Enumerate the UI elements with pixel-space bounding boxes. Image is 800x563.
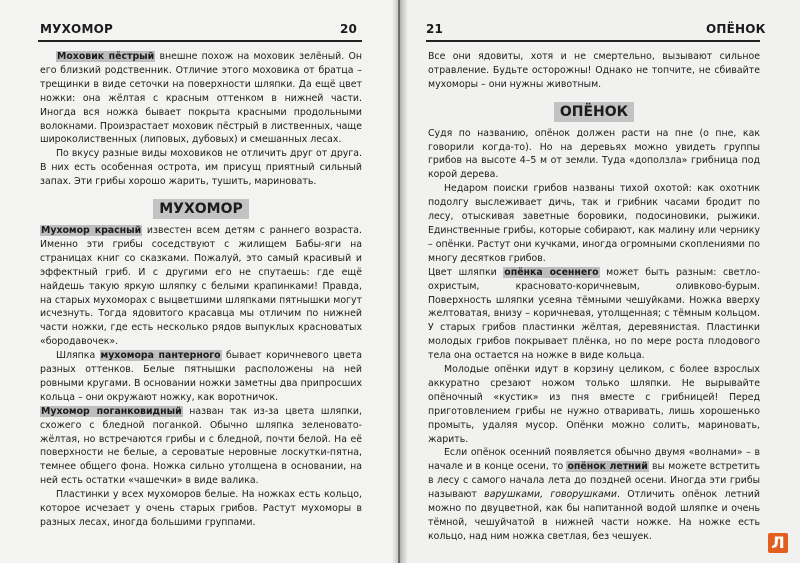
running-title: МУХОМОР [40,22,113,36]
term: Моховик пёстрый [57,51,155,62]
term: опёнка осеннего [504,266,599,278]
paragraph-text: может быть разным: светло-охристым, красновато-коричневым, оливково-бурым. Поверхность шляпки усеяна тёмными чешуйками. Ножка вверху желтоватая, внизу – коричневая, утолщенная; с тёмным кольцом. У старых грибов пластинки жёлтая, деревянистая. Пластинки молодых грибов покрывает плёнка, но по мере роста плодового тела она остается на ножке в виде кольца. [428,266,760,362]
book-spine [392,0,408,563]
section-title [428,103,760,120]
paragraph-text: . Отличить опёнок летний можно по двуцветной, как бы напитанной водой шляпке и очень тёмной, чешуйчатой в нижней части ножке. На ножке есть кольцо, над ним ножка светлая, без чешуек. [428,489,760,542]
paragraph-text: внешне похож на моховик зелёный. Он его близкий родственник. Отличие этого моховика от братца – трещинки в виде сеточки на поверхности шляпки. Да ещё цвет ножки: она жёлтая с красным оттенком в нижней части. Иногда вся ножка бывает покрыта красными продольными волокнами. Произрастает моховик пёстрый в лиственных, чаще широколиственных (липовых, дубовых) и смешанных лесах. [40,51,362,146]
paragraph: По вкусу разные виды моховиков не отличить друг от друга. В них есть особенная острота, им присущ приятный сильный запах. Эти грибы хорошо жарить, тушить, мариновать. [40,148,362,188]
paragraph: Молодые опёнки идут в корзину целиком, с более взрослых аккуратно срезают ножом только шляпки. Не вырывайте опёночный «кустик» из пня вместе с грибницей! Перед приготовлением грибы не нужно отваривать, лишь хорошенько промыть, удаляя мусор. Опёнки можно солить, мариновать, жарить. [428,364,760,445]
paragraph-text: назван так из-за цвета шляпки, схожего с бледной поганкой. Обычно шляпка зеленовато-жёлтая, но встречаются грибы и с бледной, почти белой. На её поверхности не белые, а сероватые неровные лоскутки-пятна, темнее общего фона. Ножка сильно утолщена в основании, на ней есть остатки «чашечки» в виде валика. [40,405,362,487]
paragraph-text: Если опёнок осенний появляется обычно двумя «волнами» – в начале и в конце осени, то [428,447,760,473]
term: Мухомор красный [41,224,142,236]
paragraph [40,349,362,405]
right-page [400,0,800,563]
italic-text: варушками, говорушками [484,489,617,501]
paragraph-text: бывает коричневого цвета разных оттенков. Белые пятнышки расположены на ней ровными кругами. В основании ножки заметны два припросших кольца – они окружают ножку, как воротничок. [40,350,362,403]
header-rule [38,40,362,42]
right-body [428,50,760,544]
paragraph-text: известен всем детям с раннего возраста. Именно эти грибы соседствуют с жилищем Бабы-яги на страницах книг со сказками. Пожалуй, это самый красивый и эффектный гриб. И с другими его не спутаешь: где ещё найдешь такую яркую шляпку с белыми крапинками! Правда, на старых мухоморах с выцветшими шляпками пятнышки могут исчезнуть. Тогда ядовитого красавца мы отличим по нижней части ножки, где есть несколько рядов выпуклых красноватых «бородавочек». [40,224,362,348]
paragraph [428,266,760,363]
paragraph-text: Шляпка [56,350,100,362]
paragraph [40,224,362,349]
paragraph: Недаром поиски грибов названы тихой охотой: как охотник подолгу выслеживает дичь, так и грибник часами бродит по лесу, отыскивая заветные боровики, подосиновики, рыжики. Единственные грибы, которые собирают, как малину или чернику – опёнки. Растут они кучками, иногда огромными скоплениями по многу десятков грибов. [428,183,760,264]
term: Мухомор поганковидный [41,405,182,417]
header-rule [426,40,760,42]
paragraph [40,50,362,147]
running-title: ОПЁНОК [706,22,766,36]
paragraph-text: Цвет шляпки [428,266,504,278]
section-title-text: ОПЁНОК [554,102,634,122]
paragraph [40,405,362,488]
section-title-text: МУХОМОР [153,199,249,219]
paragraph [428,446,760,543]
left-page [0,0,398,563]
section-title [40,203,362,217]
paragraph: Пластинки у всех мухоморов белые. На ножках есть кольцо, которое исчезает у очень старых грибов. Растут мухоморы в разных лесах, иногда большими группами. [40,489,362,528]
paragraph-text: вы можете встретить в лесу с самого начала лета до поздней осени. Иногда эти грибы называют [428,461,760,501]
page-number: 20 [340,22,358,36]
page-number: 21 [426,22,444,36]
left-body [40,50,362,530]
term: мухомора пантерного [100,350,221,362]
term: опёнок летний [567,461,648,473]
paragraph: Все они ядовиты, хотя и не смертельно, вызывают сильное отравление. Будьте осторожны! Однако не топчите, не сбивайте мухоморы – они нужны животным. [428,51,760,90]
paragraph: Судя по названию, опёнок должен расти на пне (о пне, как говорили когда-то). Но на деревьях можно увидеть группы грибов на высоте 4–5 м от земли. Туда «доползла» грибница под корой дерева. [428,127,760,181]
publisher-logo-icon: Л [768,533,788,553]
